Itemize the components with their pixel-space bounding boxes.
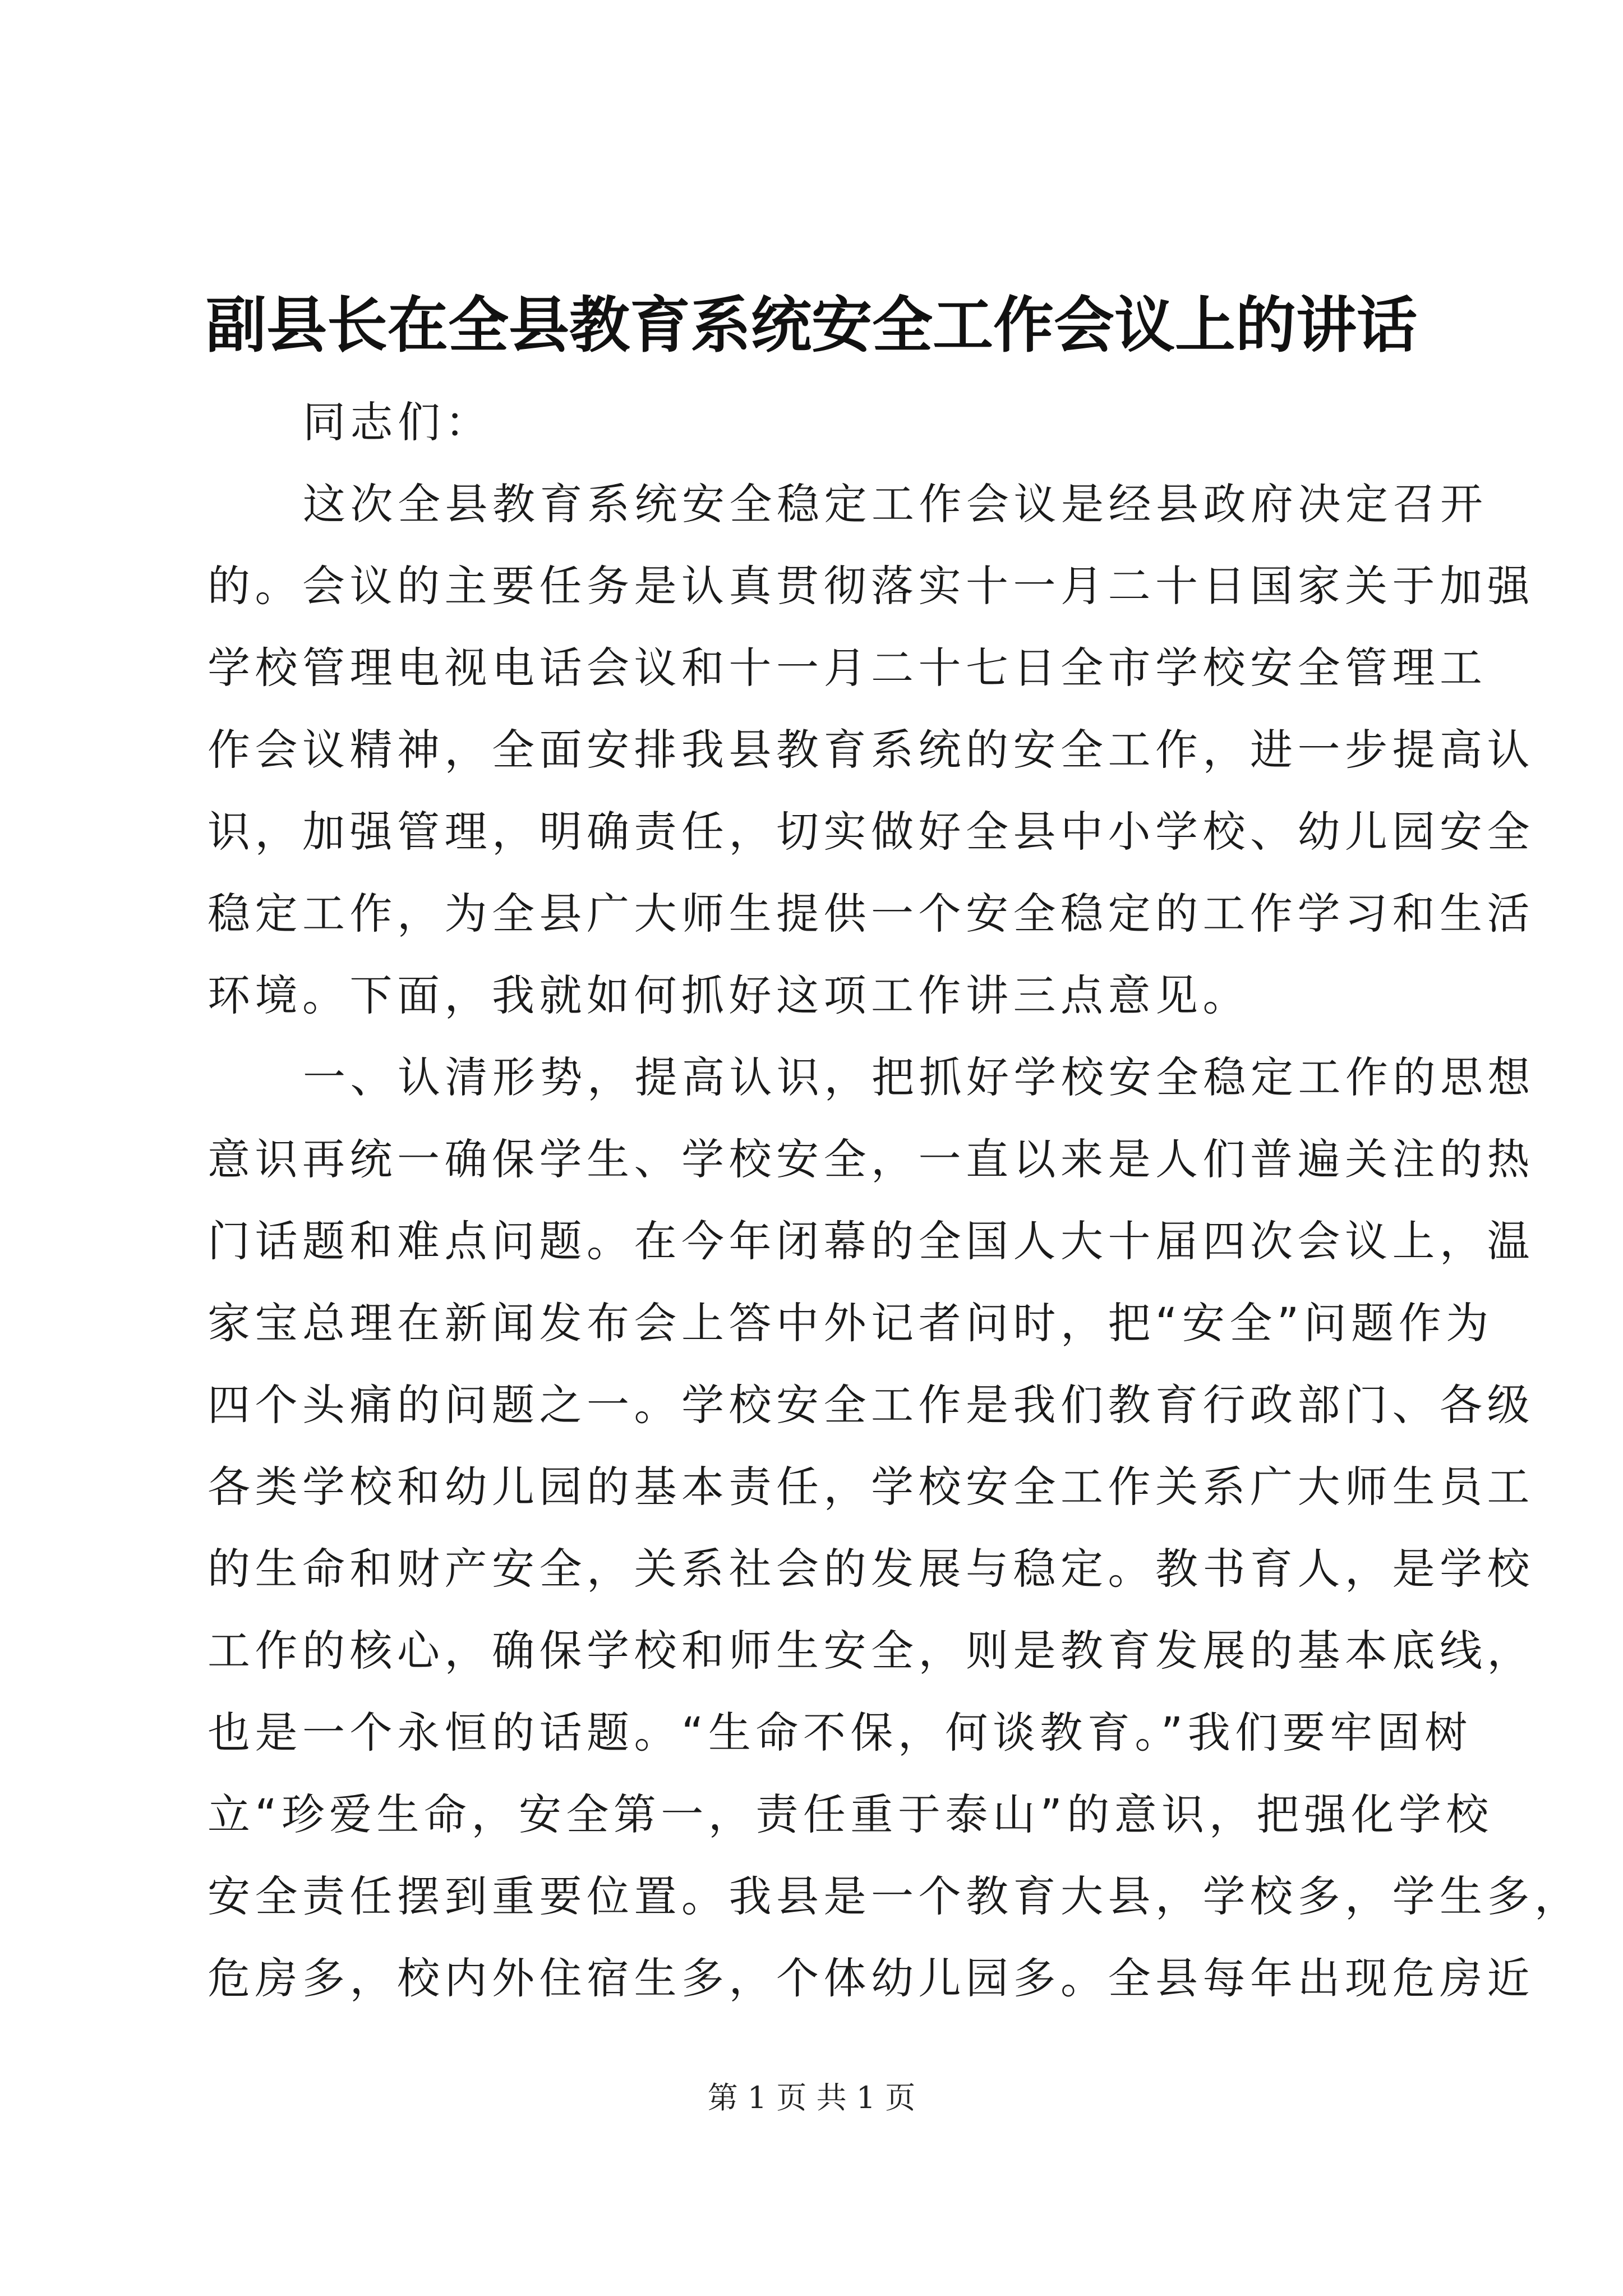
paragraph-2-line-8: 工作的核心，确保学校和师生安全，则是教育发展的基本底线， [208, 1626, 1534, 1676]
paragraph-1-line-5: 识，加强管理，明确责任，切实做好全县中小学校、幼儿园安全 [208, 807, 1534, 857]
document-title: 副县长在全县教育系统安全工作会议上的讲话 [205, 290, 1417, 361]
paragraph-2-line-2: 意识再统一确保学生、学校安全，一直以来是人们普遍关注的热 [208, 1134, 1534, 1184]
paragraph-1-line-2: 的。会议的主要任务是认真贯彻落实十一月二十日国家关于加强 [208, 561, 1534, 611]
paragraph-2-line-10: 立“珍爱生命，安全第一，责任重于泰山”的意识，把强化学校 [208, 1789, 1493, 1839]
paragraph-2-line-4: 家宝总理在新闻发布会上答中外记者问时，把“安全”问题作为 [208, 1298, 1493, 1348]
page-footer: 第 1 页 共 1 页 [707, 2080, 916, 2115]
paragraph-2-line-1: 一、认清形势，提高认识，把抓好学校安全稳定工作的思想 [303, 1052, 1535, 1102]
document-body [208, 381, 1582, 2019]
paragraph-1-line-4: 作会议精神，全面安排我县教育系统的安全工作，进一步提高认 [208, 725, 1534, 775]
salutation-line: 同志们： [303, 397, 492, 447]
paragraph-2-line-12: 危房多，校内外住宿生多，个体幼儿园多。全县每年出现危房近 [208, 1953, 1534, 2003]
paragraph-1-line-6: 稳定工作，为全县广大师生提供一个安全稳定的工作学习和生活 [208, 889, 1534, 938]
paragraph-2-line-3: 门话题和难点问题。在今年闭幕的全国人大十届四次会议上，温 [208, 1216, 1534, 1266]
paragraph-2-line-5: 四个头痛的问题之一。学校安全工作是我们教育行政部门、各级 [208, 1380, 1534, 1430]
paragraph-2-line-11: 安全责任摆到重要位置。我县是一个教育大县，学校多，学生多， [208, 1871, 1582, 1921]
paragraph-1-line-3: 学校管理电视电话会议和十一月二十七日全市学校安全管理工 [208, 643, 1487, 693]
paragraph-2-line-6: 各类学校和幼儿园的基本责任，学校安全工作关系广大师生员工 [208, 1462, 1534, 1512]
paragraph-1-line-1: 这次全县教育系统安全稳定工作会议是经县政府决定召开 [303, 479, 1488, 529]
paragraph-1-line-7: 环境。下面，我就如何抓好这项工作讲三点意见。 [208, 970, 1250, 1020]
paragraph-2-line-7: 的生命和财产安全，关系社会的发展与稳定。教书育人，是学校 [208, 1544, 1534, 1594]
paragraph-2-line-9: 也是一个永恒的话题。“生命不保，何谈教育。”我们要牢固树 [208, 1708, 1472, 1757]
